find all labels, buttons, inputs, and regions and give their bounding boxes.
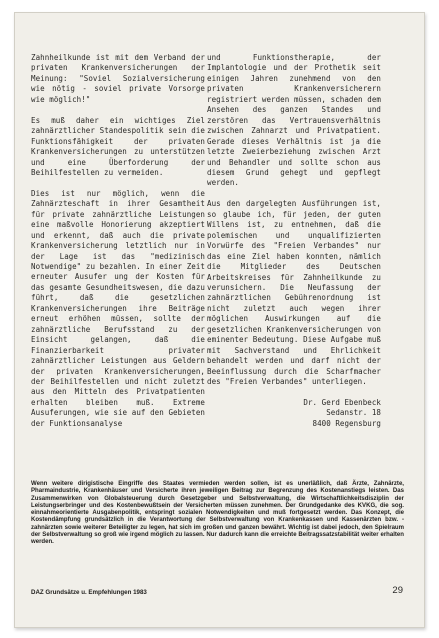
left-column (31, 53, 205, 440)
right-column (207, 53, 381, 429)
paragraph: und Funktionstherapie, der Implantologie und der Prothetik seit einigen Jahren zunehmend von den privaten Krankenversicherern registriert werden müssen, schaden dem Ansehen des ganzen Standes und zerstören das Vertrauensverhältnis zwischen Zahnarzt und Privatpatient. Gerade dieses Verhältnis ist ja die letzte Zweierbeziehung zwischen Arzt und Behandler und sollte schon aus diesem Grund gehegt und gepflegt werden. (207, 53, 381, 188)
page-number: 29 (392, 585, 403, 596)
paragraph: Dies ist nur möglich, wenn die Zahnärzteschaft in ihrer Gesamtheit für private zahnärztliche Leistungen eine maßvolle Honorierung akzeptiert und erkennt, daß auch die private Krankenversicherung letztlich nur in der Lage ist das "medizinisch Notwendige" zu bezahlen. In einer Zeit erneuter Ausufer ung der Kosten für das gesamte Gesundheitswesen, die dazu führt, daß die gesetzlichen Krankenversicherungen ihre Beiträge erneut erhöhen müssen, sollte der zahnärztliche Berufsstand zu der Einsicht gelangen, daß die Finanzierbarkeit privater zahnärztlicher Leistungen aus Geldern der privaten Krankenversicherungen, der Beihilfestellen und nicht zuletzt aus den Mitteln des Privatpatienten erhalten bleiben muß. Extreme Ausuferungen, wie sie auf den Gebieten der Funktionsanalyse (31, 188, 205, 428)
paragraph: Aus den dargelegten Ausführungen ist, so glaube ich, für jeden, der guten Willens ist, zu entnehmen, daß die polemischen und unqualifizierten Vorwürfe des "Freien Verbandes" nur das eine Ziel haben konnten, nämlich die Mitglieder des Deutschen Arbeitskreises für Zahnheilkunde zu verunsichern. Die Neufassung der zahnärztlichen Gebührenordnung ist nicht zuletzt auch wegen ihrer möglichen Auswirkungen auf die gesetzlichen Krankenversicherungen von eminenter Bedeutung. Diese Aufgabe muß mit Sachverstand und Ehrlichkeit behandelt werden und darf nicht der Beeinflussung durch die Scharfmacher des "Freien Verbandes" unterliegen. (207, 199, 381, 387)
author-street: Sedanstr. 18 (326, 408, 381, 418)
paragraph: Zahnheilkunde ist mit dem Verband der privaten Krankenversicherungen der Meinung: "Soviel Sozialversicherung wie nötig - soviel private Vorsorge wie möglich!" (31, 53, 205, 104)
source-line: DAZ Grundsätze u. Empfehlungen 1983 (31, 589, 147, 596)
author-name: Dr. Gerd Ebenbeck (303, 397, 381, 407)
bottom-note: Wenn weitere dirigistische Eingriffe des Staates vermieden werden sollen, ist es unerläßlich, daß Ärzte, Zahnärzte, Pharmaindustrie, Krankenhäuser und Versicherte ihren jeweiligen Beitrag zur Begrenzung des Kostenanstiegs leisten. Das Zusammenwirken von Globalsteuerung durch Gesetzgeber und Selbstverwaltung, die Wirtschaftlichkeitsdisziplin der Leistungserbringer und des Kostenbewußtsein der Versicherten müssen zunehmen. Der Grundgedanke des KVKG, die sog. einnahmeorientierte Ausgabenpolitik, entspringt sozialen Notwendigkeiten und muß fortgesetzt werden. Das Konzept, die Kostendämpfung grundsätzlich in die Verantwortung der Selbstverwaltung von Krankenkassen und Kassenärzten bzw. -zahnärzten sowie weiterer Beteiligter zu legen, hat sich im großen und ganzen bewährt. Wichtig ist dabei jedoch, den Spielraum der Selbstverwaltung so groß wie irgend möglich zu lassen. Nur dadurch kann die erreichte Beitragssatzstabilität weiter erhalten werden. (31, 481, 404, 545)
document-page (14, 12, 425, 628)
paragraph: Es muß daher ein wichtiges Ziel zahnärztlicher Standespolitik sein die Funktionsfähigkeit der privaten Krankenversicherungen zu unterstützen und eine Überforderung der Beihilfestellen zu vermeiden. (31, 115, 205, 177)
author-city: 8400 Regensburg (312, 418, 381, 428)
signature-block (207, 398, 381, 429)
